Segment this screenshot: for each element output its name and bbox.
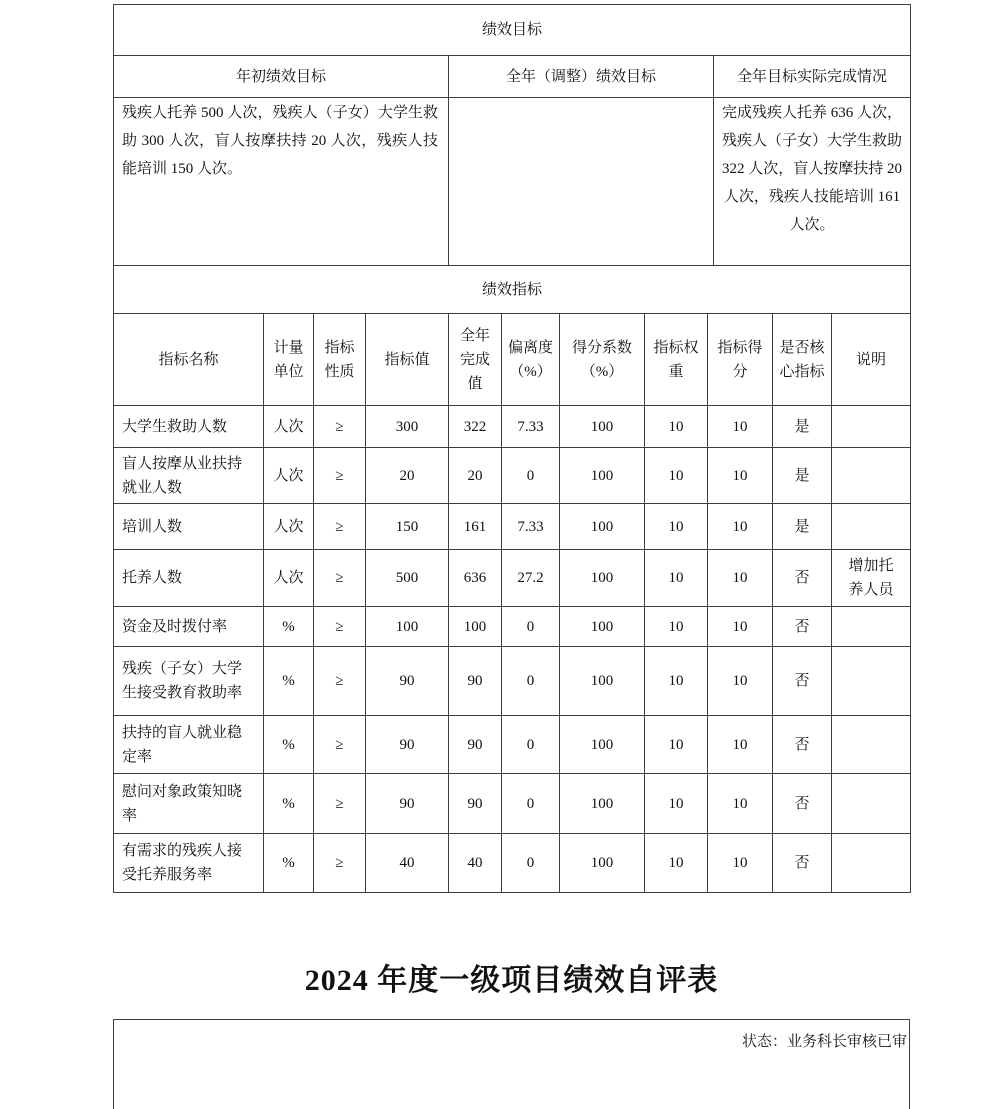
indicator-cell: 0 — [502, 448, 560, 504]
indicator-cell: 100 — [560, 550, 645, 607]
header-score-coefficient: 得分系数（%） — [560, 314, 645, 406]
indicator-cell: % — [264, 716, 314, 774]
indicator-cell: ≥ — [314, 647, 366, 716]
status-text: 状态：业务科长审核已审 — [741, 1034, 907, 1050]
indicator-cell: 0 — [502, 607, 560, 647]
header-deviation: 偏离度（%） — [502, 314, 560, 406]
indicator-cell: 100 — [560, 504, 645, 550]
indicator-row — [114, 834, 911, 893]
adjusted-goal-text — [449, 98, 714, 266]
header-core-indicator: 是否核心指标 — [773, 314, 832, 406]
indicator-cell: 10 — [645, 406, 708, 448]
indicator-cell: 500 — [366, 550, 449, 607]
indicator-cell: 100 — [449, 607, 502, 647]
indicator-cell: 7.33 — [502, 406, 560, 448]
indicator-cell: 10 — [708, 647, 773, 716]
indicator-cell: 10 — [645, 550, 708, 607]
indicator-cell — [832, 834, 911, 893]
header-completed-value: 全年完成值 — [449, 314, 502, 406]
indicator-cell: ≥ — [314, 834, 366, 893]
indicator-row — [114, 504, 911, 550]
indicator-cell: 300 — [366, 406, 449, 448]
indicator-cell: ≥ — [314, 716, 366, 774]
indicators-header-row — [114, 314, 911, 406]
indicators-banner-row — [114, 266, 911, 314]
actual-completion-text: 完成残疾人托养 636 人次，残疾人（子女）大学生救助 322 人次，盲人按摩扶持 20 人次，残疾人技能培训 161 人次。 — [714, 98, 911, 266]
indicator-cell: 10 — [708, 716, 773, 774]
indicator-cell: 161 — [449, 504, 502, 550]
indicator-cell: 否 — [773, 607, 832, 647]
indicator-cell: ≥ — [314, 607, 366, 647]
indicator-cell: % — [264, 607, 314, 647]
indicator-cell: 10 — [708, 504, 773, 550]
indicator-cell — [832, 716, 911, 774]
indicator-cell: 0 — [502, 774, 560, 834]
indicator-row — [114, 448, 911, 504]
indicator-cell: 有需求的残疾人接受托养服务率 — [114, 834, 264, 893]
goals-banner-row — [114, 5, 911, 56]
header-nature: 指标性质 — [314, 314, 366, 406]
header-unit: 计量单位 — [264, 314, 314, 406]
indicator-cell: 90 — [366, 716, 449, 774]
indicator-cell: ≥ — [314, 448, 366, 504]
indicator-cell: 7.33 — [502, 504, 560, 550]
indicator-cell: 残疾（子女）大学生接受教育救助率 — [114, 647, 264, 716]
indicator-cell: 10 — [708, 406, 773, 448]
indicator-table-head — [114, 266, 911, 406]
indicator-cell: 100 — [560, 774, 645, 834]
indicator-cell: 90 — [449, 716, 502, 774]
indicator-cell: 100 — [560, 406, 645, 448]
indicator-cell: 40 — [366, 834, 449, 893]
indicator-cell: 10 — [708, 448, 773, 504]
indicator-cell: 10 — [708, 550, 773, 607]
goals-header-row — [114, 56, 911, 98]
indicator-cell: 100 — [560, 607, 645, 647]
indicator-cell: % — [264, 834, 314, 893]
indicator-cell — [832, 448, 911, 504]
indicator-cell: ≥ — [314, 774, 366, 834]
indicator-cell — [832, 774, 911, 834]
indicator-table-body — [114, 406, 911, 893]
indicator-cell: 托养人数 — [114, 550, 264, 607]
indicator-cell: 40 — [449, 834, 502, 893]
indicator-cell: ≥ — [314, 406, 366, 448]
indicator-cell: 增加托养人员 — [832, 550, 911, 607]
indicator-cell: 20 — [449, 448, 502, 504]
indicator-cell: 90 — [449, 774, 502, 834]
goals-header-initial: 年初绩效目标 — [114, 56, 449, 98]
indicator-cell: 90 — [449, 647, 502, 716]
header-remarks: 说明 — [832, 314, 911, 406]
indicator-cell: 否 — [773, 834, 832, 893]
indicator-cell: 10 — [645, 607, 708, 647]
indicator-cell: 培训人数 — [114, 504, 264, 550]
indicator-cell: 0 — [502, 834, 560, 893]
goals-content-row — [114, 98, 911, 266]
indicator-cell: 10 — [645, 834, 708, 893]
indicator-cell: 否 — [773, 647, 832, 716]
goals-header-adjusted: 全年（调整）绩效目标 — [449, 56, 714, 98]
indicator-cell: 10 — [645, 716, 708, 774]
indicator-row — [114, 647, 911, 716]
goals-header-actual: 全年目标实际完成情况 — [714, 56, 911, 98]
indicator-cell: 90 — [366, 774, 449, 834]
indicator-cell: 10 — [708, 774, 773, 834]
indicator-cell: % — [264, 774, 314, 834]
indicator-cell: 100 — [366, 607, 449, 647]
indicator-cell: 10 — [645, 504, 708, 550]
indicator-cell: 慰问对象政策知晓率 — [114, 774, 264, 834]
indicator-cell: 否 — [773, 550, 832, 607]
indicators-banner: 绩效指标 — [114, 266, 911, 314]
indicator-cell: 盲人按摩从业扶持就业人数 — [114, 448, 264, 504]
indicator-cell: 10 — [645, 448, 708, 504]
indicator-cell: 10 — [708, 607, 773, 647]
indicator-cell: 扶持的盲人就业稳定率 — [114, 716, 264, 774]
indicator-cell: 322 — [449, 406, 502, 448]
indicator-cell: 资金及时拨付率 — [114, 607, 264, 647]
indicator-cell: 0 — [502, 716, 560, 774]
indicator-cell: 90 — [366, 647, 449, 716]
initial-goal-text: 残疾人托养 500 人次，残疾人（子女）大学生救助 300 人次，盲人按摩扶持 20 人次，残疾人技能培训 150 人次。 — [114, 98, 449, 266]
indicator-cell: % — [264, 647, 314, 716]
indicator-row — [114, 550, 911, 607]
header-score: 指标得分 — [708, 314, 773, 406]
document-page — [113, 0, 911, 1109]
performance-goals-table — [113, 4, 911, 266]
indicator-cell — [832, 406, 911, 448]
indicator-cell: 是 — [773, 448, 832, 504]
performance-indicators-table — [113, 265, 911, 893]
indicator-cell: 636 — [449, 550, 502, 607]
indicator-row — [114, 607, 911, 647]
header-weight: 指标权重 — [645, 314, 708, 406]
indicator-row — [114, 716, 911, 774]
indicator-cell: 10 — [645, 647, 708, 716]
indicator-cell: 人次 — [264, 448, 314, 504]
indicator-cell: 是 — [773, 504, 832, 550]
indicator-cell: 人次 — [264, 406, 314, 448]
page-title: 2024 年度一级项目绩效自评表 — [304, 964, 719, 997]
indicator-cell: 0 — [502, 647, 560, 716]
next-section-table — [113, 1019, 910, 1109]
indicator-row — [114, 406, 911, 448]
indicator-cell — [832, 504, 911, 550]
indicator-cell: 人次 — [264, 550, 314, 607]
indicator-cell: 10 — [708, 834, 773, 893]
indicator-cell: 150 — [366, 504, 449, 550]
goals-banner: 绩效目标 — [114, 5, 911, 56]
indicator-cell: 100 — [560, 448, 645, 504]
indicator-cell — [832, 607, 911, 647]
indicator-cell: 27.2 — [502, 550, 560, 607]
indicator-cell: 人次 — [264, 504, 314, 550]
indicator-cell — [832, 647, 911, 716]
header-target-value: 指标值 — [366, 314, 449, 406]
header-indicator-name: 指标名称 — [114, 314, 264, 406]
indicator-cell: 否 — [773, 774, 832, 834]
indicator-cell: 100 — [560, 647, 645, 716]
indicator-row — [114, 774, 911, 834]
indicator-cell: 10 — [645, 774, 708, 834]
indicator-cell: 大学生救助人数 — [114, 406, 264, 448]
indicator-cell: 否 — [773, 716, 832, 774]
indicator-cell: 100 — [560, 834, 645, 893]
indicator-cell: 20 — [366, 448, 449, 504]
indicator-cell: ≥ — [314, 550, 366, 607]
indicator-cell: 是 — [773, 406, 832, 448]
indicator-cell: ≥ — [314, 504, 366, 550]
indicator-cell: 100 — [560, 716, 645, 774]
